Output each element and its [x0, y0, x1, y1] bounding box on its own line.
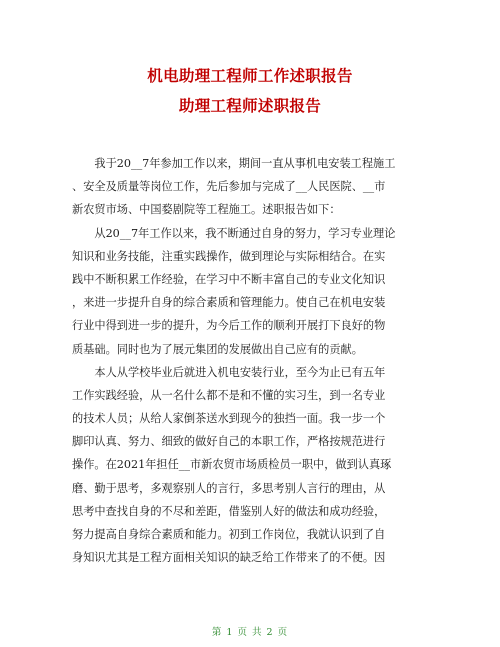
document-title: 机电助理工程师工作述职报告: [147, 67, 353, 85]
body-line: 我于20__7年参加工作以来，期间一直从事机电安装工程施工: [72, 157, 396, 170]
body-line: 知识和业务技能，注重实践操作，做到理论与实际相结合。在实: [72, 249, 386, 263]
body-line: 磨、勤于思考，多观察别人的言行，多思考别人言行的理由，从: [72, 481, 386, 495]
body-line: 、安全及质量等岗位工作，先后参加与完成了__人民医院、__市: [72, 180, 386, 194]
body-line: 践中不断积累工作经验，在学习中不断丰富自己的专业文化知识: [72, 272, 386, 286]
body-line: 质基础。同时也为了展元集团的发展做出自己应有的贡献。: [72, 342, 363, 356]
body-line: 新农贸市场、中国婺剧院等工程施工。述职报告如下：: [72, 203, 341, 217]
page-indicator: 第 1 页 共 2 页: [211, 627, 289, 638]
body-line: ，来进一步提升自身的综合素质和管理能力。使自己在机电安装: [72, 296, 386, 310]
body-line: 工作实践经验，从一名什么都不是和不懂的实习生，到一名专业: [72, 388, 386, 402]
document-subtitle: 助理工程师述职报告: [178, 97, 322, 115]
body-line: 脚印认真、努力、细致的做好自己的本职工作，严格按规范进行: [72, 435, 386, 449]
document-body: [72, 152, 434, 569]
body-line: 思考中查找自身的不尽和差距，借鉴别人好的做法和成功经验，: [72, 504, 386, 518]
body-line: 本人从学校毕业后就进入机电安装行业，至今为止已有五年: [72, 365, 386, 379]
body-line: 身知识尤其是工程方面相关知识的缺乏给工作带来了的不便。因: [72, 551, 386, 565]
body-line: 从20__7年工作以来，我不断通过自身的努力，学习专业理论: [72, 226, 396, 240]
body-line: 行业中得到进一步的提升，为今后工作的顺利开展打下良好的物: [72, 319, 386, 333]
body-line: 努力提高自身综合素质和能力。初到工作岗位，我就认识到了自: [72, 528, 386, 541]
body-line: 的技术人员；从给人家倒茶送水到现今的独挡一面。我一步一个: [72, 412, 386, 426]
body-line: 操作。在2021年担任__市新农贸市场质检员一职中，做到认真琢: [72, 458, 392, 472]
